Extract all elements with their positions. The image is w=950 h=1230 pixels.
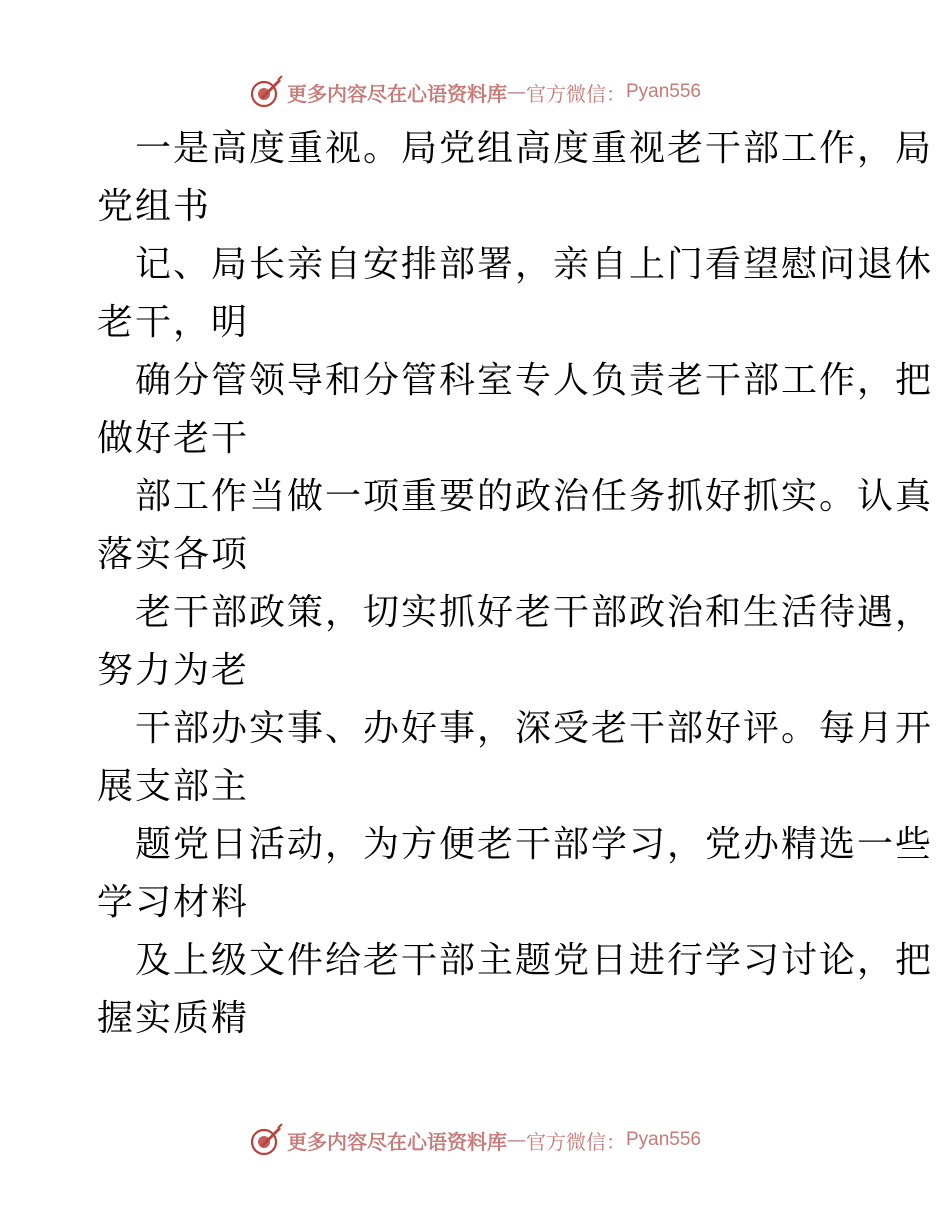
header-banner bbox=[0, 72, 950, 112]
header-wechat-handle: Pyan556 bbox=[625, 81, 701, 102]
paragraph bbox=[97, 816, 934, 932]
paragraph-line-indented: 及上级文件给老干部主题党日进行学习讨论，把 bbox=[135, 940, 934, 981]
paragraph bbox=[97, 468, 934, 584]
document-body bbox=[97, 120, 934, 1048]
paragraph-line-continuation: 落实各项 bbox=[97, 534, 250, 575]
paragraph-line-continuation: 做好老干 bbox=[97, 418, 250, 459]
footer-wechat-label: 官方微信： bbox=[525, 1129, 626, 1154]
paragraph-line-indented: 记、局长亲自安排部署，亲自上门看望慰问退休 bbox=[135, 244, 934, 285]
paragraph-line-indented: 干部办实事、办好事，深受老干部好评。每月开 bbox=[135, 708, 934, 749]
paragraph bbox=[97, 352, 934, 468]
header-dash: — bbox=[506, 81, 526, 103]
paragraph-line-indented: 一是高度重视。局党组高度重视老干部工作，局 bbox=[135, 128, 934, 169]
footer-wechat-handle: Pyan556 bbox=[625, 1129, 701, 1150]
paragraph bbox=[97, 120, 934, 236]
paragraph bbox=[97, 584, 934, 700]
paragraph bbox=[97, 236, 934, 352]
paragraph bbox=[97, 932, 934, 1048]
paragraph-line-continuation: 努力为老 bbox=[97, 650, 250, 691]
paragraph-line-continuation: 老干，明 bbox=[97, 302, 250, 343]
header-wechat-label: 官方微信： bbox=[525, 81, 626, 106]
paragraph-line-continuation: 党组书 bbox=[97, 186, 212, 227]
paragraph-line-indented: 题党日活动，为方便老干部学习，党办精选一些 bbox=[135, 824, 934, 865]
paragraph-line-indented: 确分管领导和分管科室专人负责老干部工作，把 bbox=[135, 360, 934, 401]
header-brand-text: 更多内容尽在心语资料库 bbox=[286, 81, 507, 106]
footer-dash: — bbox=[506, 1129, 526, 1151]
paragraph-line-continuation: 学习材料 bbox=[97, 882, 250, 923]
paragraph-line-indented: 部工作当做一项重要的政治任务抓好抓实。认真 bbox=[135, 476, 934, 517]
paragraph-line-continuation: 展支部主 bbox=[97, 766, 250, 807]
footer-banner bbox=[0, 1120, 950, 1160]
paragraph-line-continuation: 握实质精 bbox=[97, 998, 250, 1039]
paragraph-line-indented: 老干部政策，切实抓好老干部政治和生活待遇， bbox=[135, 592, 934, 633]
quill-pen-logo-icon bbox=[249, 75, 283, 109]
footer-brand-text: 更多内容尽在心语资料库 bbox=[286, 1129, 507, 1154]
paragraph bbox=[97, 700, 934, 816]
quill-pen-logo-icon bbox=[249, 1123, 283, 1157]
